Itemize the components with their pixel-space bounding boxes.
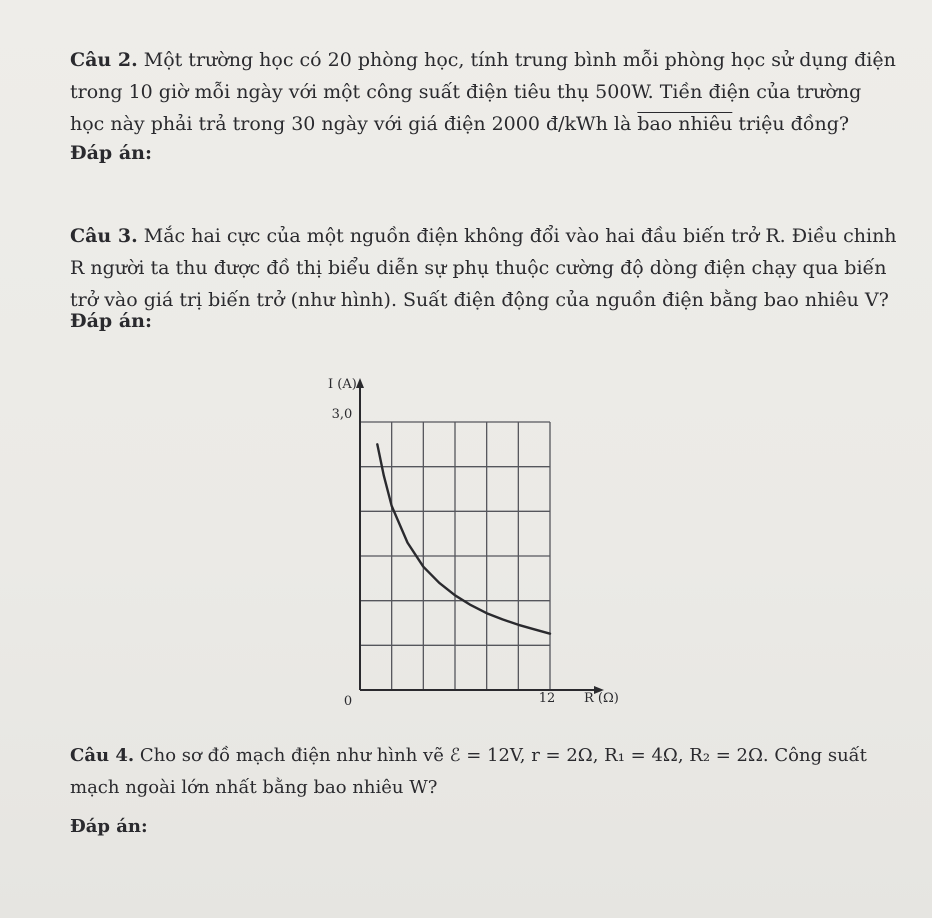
graph-curve-layer [377, 444, 550, 633]
question-3-answer-label: Đáp án: [70, 310, 152, 332]
y-axis-label: I (A) [328, 377, 357, 392]
question-2-overlined-text: bao nhiêu [637, 113, 733, 135]
question-4 [70, 740, 900, 804]
question-3-text: Mắc hai cực của một nguồn điện không đổi vào hai đầu biến trở R. Điều chinh R người ta thu được đồ thị biểu diễn sự phụ thuộc cường độ dòng điện chạy qua biến trở vào giá trị biến trở (như hình). Suất điện động của nguồn điện bằng bao nhiêu V? [70, 225, 897, 311]
question-2-answer-label: Đáp án: [70, 142, 152, 164]
x-tick-label: 12 [538, 691, 556, 706]
question-4-text: Cho sơ đồ mạch điện như hình vẽ ℰ = 12V, r = 2Ω, R₁ = 4Ω, R₂ = 2Ω. Công suất mạch ngoài lớn nhất bằng bao nhiêu W? [70, 745, 867, 798]
data-curve [377, 444, 550, 633]
question-3 [70, 220, 900, 316]
question-2-label: Câu 2. [70, 49, 138, 71]
y-tick-label: 3,0 [331, 407, 353, 422]
y-axis-arrow-icon [356, 378, 364, 388]
graph-svg [290, 360, 650, 720]
question-2-text-end: triệu đồng? [732, 113, 850, 135]
origin-label: 0 [343, 694, 353, 709]
question-4-answer-label: Đáp án: [70, 816, 148, 837]
question-2 [70, 44, 900, 140]
current-resistance-graph [290, 360, 650, 720]
x-axis-label: R (Ω) [584, 691, 619, 706]
graph-grid [360, 422, 550, 690]
graph-axes [356, 378, 604, 694]
question-3-label: Câu 3. [70, 225, 138, 247]
question-2-text: Một trường học có 20 phòng học, tính trung bình mỗi phòng học sử dụng điện trong 10 giờ mỗi ngày với một công suất điện tiêu thụ 500W. Tiền điện của trường học này phải trả trong 30 ngày với giá điện 2000 đ/kWh là [70, 49, 896, 135]
question-4-label: Câu 4. [70, 745, 135, 766]
